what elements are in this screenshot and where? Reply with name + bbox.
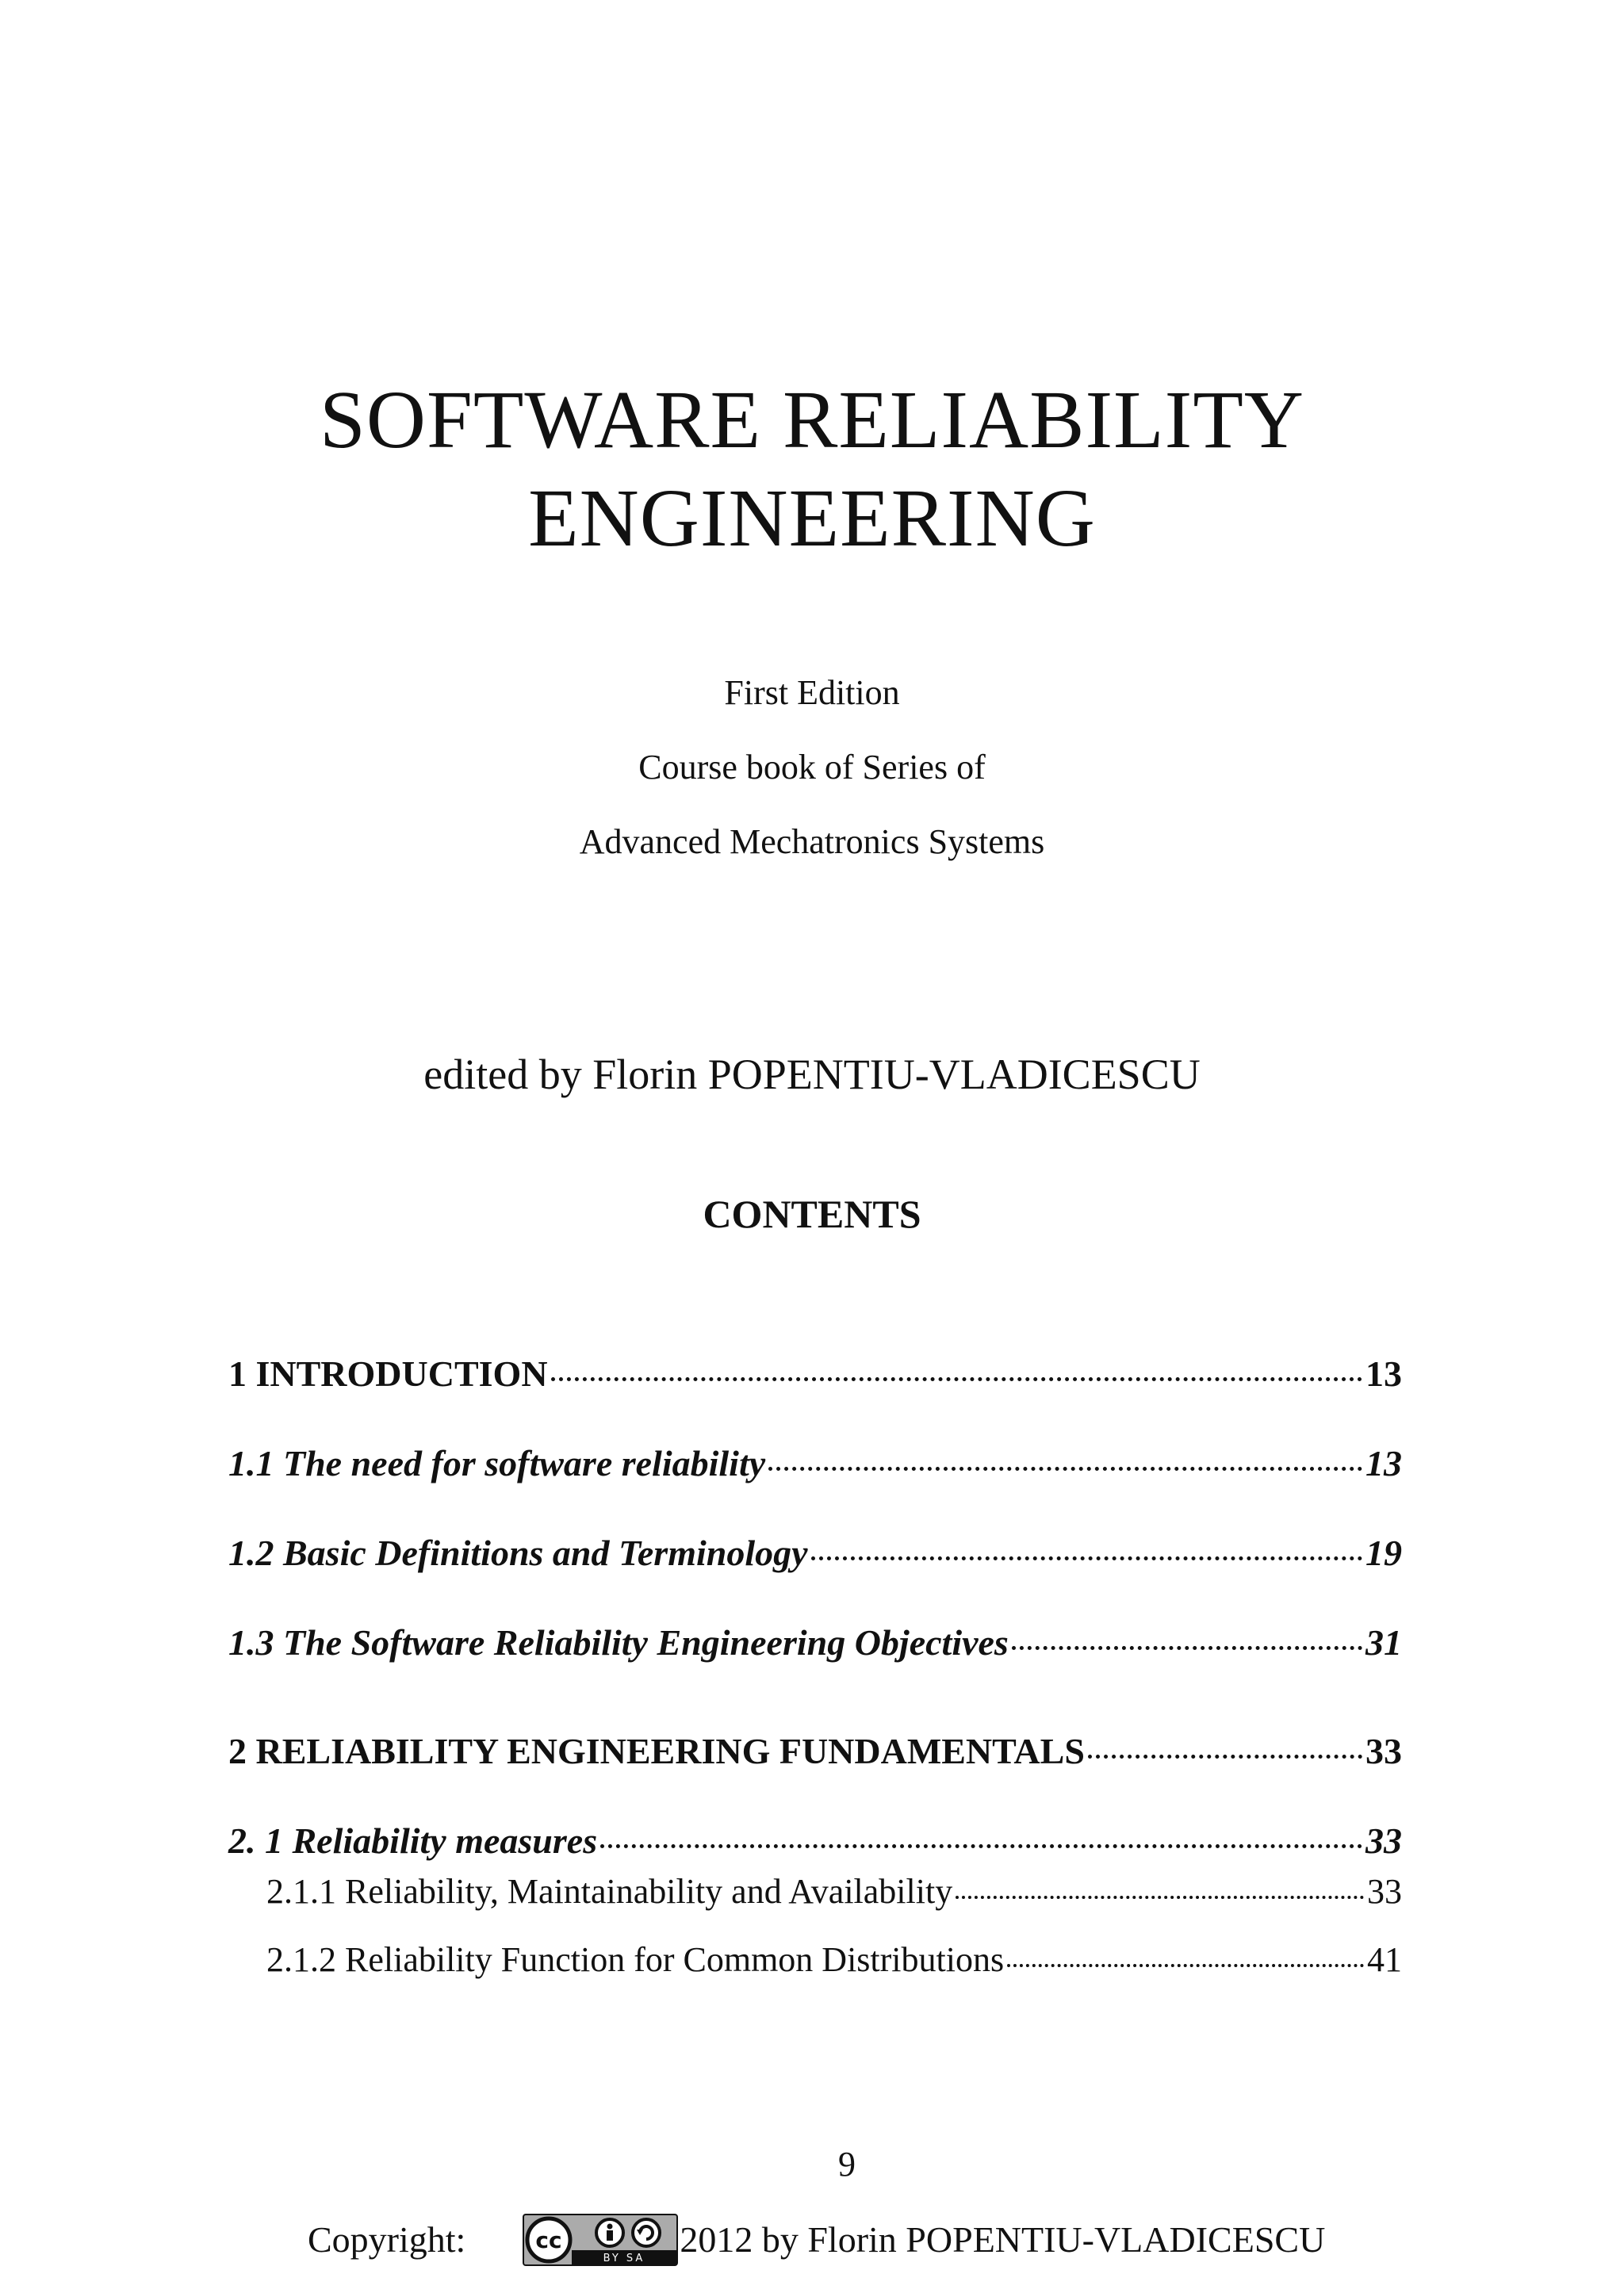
toc-entry-section-1-3[interactable] [228, 1618, 1402, 1667]
copyright-footer [308, 2212, 1325, 2268]
course-book-text: Course book of Series of [638, 748, 986, 787]
toc-entry-label: 1.1 The need for software reliability [228, 1443, 766, 1483]
svg-text:BY SA: BY SA [603, 2253, 645, 2264]
toc-entry-section-2-1[interactable] [228, 1816, 1402, 1865]
edition-text: First Edition [724, 673, 900, 712]
toc-dot-leader [768, 1439, 1362, 1476]
toc-entry-label: 2.1.2 Reliability Function for Common Distributions [266, 1940, 1005, 1979]
svg-text:cc: cc [535, 2227, 562, 2253]
toc-dot-leader [956, 1868, 1364, 1903]
toc-entry-section-1-1[interactable] [228, 1439, 1402, 1487]
toc-dot-leader [1012, 1618, 1362, 1655]
toc-entry-label: 1.2 Basic Definitions and Terminology [228, 1533, 808, 1573]
toc-dot-leader [1088, 1727, 1362, 1763]
toc-page-number: 31 [1365, 1622, 1402, 1663]
book-title-line-1: SOFTWARE RELIABILITY [320, 374, 1304, 465]
toc-dot-leader [1007, 1936, 1364, 1971]
series-name-text: Advanced Mechatronics Systems [579, 822, 1045, 861]
toc-dot-leader [811, 1529, 1362, 1565]
book-title-line-2: ENGINEERING [528, 473, 1096, 564]
toc-entry-subsection-2-1-2[interactable] [266, 1936, 1402, 1983]
toc-dot-leader [600, 1816, 1362, 1853]
toc-entry-label: 1 INTRODUCTION [228, 1353, 548, 1394]
toc-entry-subsection-2-1-1[interactable] [266, 1868, 1402, 1915]
toc-page-number: 33 [1367, 1872, 1402, 1911]
toc-page-number: 13 [1365, 1353, 1402, 1394]
toc-entry-label: 2.1.1 Reliability, Maintainability and Availability [266, 1872, 953, 1911]
toc-page-number: 13 [1365, 1443, 1402, 1483]
editor-credit: edited by Florin POPENTIU-VLADICESCU [423, 1051, 1201, 1098]
toc-entry-label: 2. 1 Reliability measures [228, 1820, 598, 1861]
cc-by-sa-badge-icon [523, 2214, 678, 2266]
toc-entry-chapter-2[interactable] [228, 1727, 1402, 1775]
toc-page-number: 33 [1365, 1820, 1402, 1861]
toc-page-number: 19 [1365, 1533, 1402, 1573]
toc-entry-chapter-1[interactable] [228, 1349, 1402, 1398]
toc-entry-label: 2 RELIABILITY ENGINEERING FUNDAMENTALS [228, 1731, 1085, 1771]
copyright-notice: 2012 by Florin POPENTIU-VLADICESCU [680, 2219, 1326, 2260]
toc-page-number: 33 [1365, 1731, 1402, 1771]
toc-entry-section-1-2[interactable] [228, 1529, 1402, 1577]
toc-entry-label: 1.3 The Software Reliability Engineering Objectives [228, 1622, 1009, 1663]
toc-page-number: 41 [1367, 1940, 1402, 1979]
copyright-label: Copyright: [308, 2219, 466, 2260]
toc-dot-leader [551, 1349, 1362, 1386]
page-number: 9 [838, 2145, 856, 2184]
contents-heading: CONTENTS [703, 1192, 921, 1236]
